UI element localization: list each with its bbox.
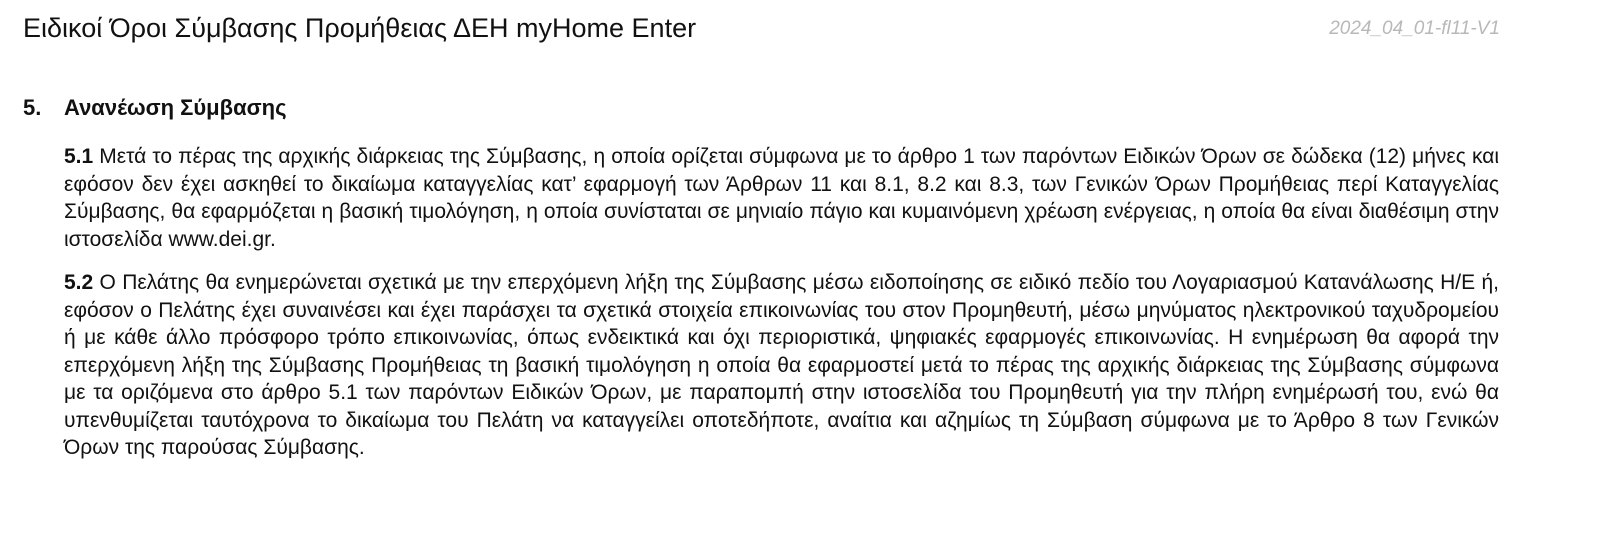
section-heading bbox=[23, 93, 287, 123]
paragraph-text: Μετά το πέρας της αρχικής διάρκειας της Σύμβασης, η οποία ορίζεται σύμφωνα με το άρθρο 1 των παρόντων Ειδικών Όρων σε δώδεκα (12) μήνες και εφόσον δεν έχει ασκηθεί το δικαίωμα καταγγελίας κατ’ εφαρμογή των Άρθρων 11 και 8.1, 8.2 και 8.3, των Γενικών Όρων Προμήθειας περί Καταγγελίας Σύμβασης, θα εφαρμόζεται η βασική τιμολόγηση, η οποία συνίσταται σε μηνιαίο πάγιο και κυμαινόμενη χρέωση ενέργειας, η οποία θα είναι διαθέσιμη στην ιστοσελίδα www.dei.gr. bbox=[64, 145, 1499, 251]
paragraph-text: Ο Πελάτης θα ενημερώνεται σχετικά με την επερχόμενη λήξη της Σύμβασης μέσω ειδοποίησης σε ειδικό πεδίο του Λογαριασμού Κατανάλωσης Η/Ε ή, εφόσον ο Πελάτης έχει συναινέσει και έχει παράσχει τα σχετικά στοιχεία επικοινωνίας του στον Προμηθευτή, μέσω μηνύματος ηλεκτρονικού ταχυδρομείου ή με κάθε άλλο πρόσφορο τρόπο επικοινωνίας, όπως ενδεικτικά και όχι περιοριστικά, ψηφιακές εφαρμογές επικοινωνίας. Η ενημέρωση θα αφορά την επερχόμενη λήξη της Σύμβασης Προμήθειας τη βασική τιμολόγηση η οποία θα εφαρμοστεί μετά το πέρας της αρχικής διάρκειας της Σύμβασης σύμφωνα με τα οριζόμενα στο άρθρο 5.1 των παρόντων Ειδικών Όρων, με παραπομπή στην ιστοσελίδα του Προμηθευτή για την πλήρη ενημέρωσή του, ενώ θα υπενθυμίζεται ταυτόχρονα το δικαίωμα του Πελάτη να καταγγείλει οποτεδήποτε, αναίτια και αζημίως τη Σύμβαση σύμφωνα με το Άρθρο 8 των Γενικών Όρων της παρούσας Σύμβασης. bbox=[64, 271, 1499, 459]
paragraph-5-2 bbox=[64, 269, 1499, 462]
document-code: 2024_04_01-fl11-V1 bbox=[1329, 18, 1500, 39]
paragraph-5-1 bbox=[64, 143, 1499, 253]
section-title: Ανανέωση Σύμβασης bbox=[64, 95, 287, 120]
paragraph-number: 5.2 bbox=[64, 271, 94, 294]
document-title: Ειδικοί Όροι Σύμβασης Προμήθειας ΔΕΗ myHome Enter bbox=[23, 13, 697, 43]
section-number: 5. bbox=[23, 95, 42, 120]
paragraph-number: 5.1 bbox=[64, 145, 94, 168]
